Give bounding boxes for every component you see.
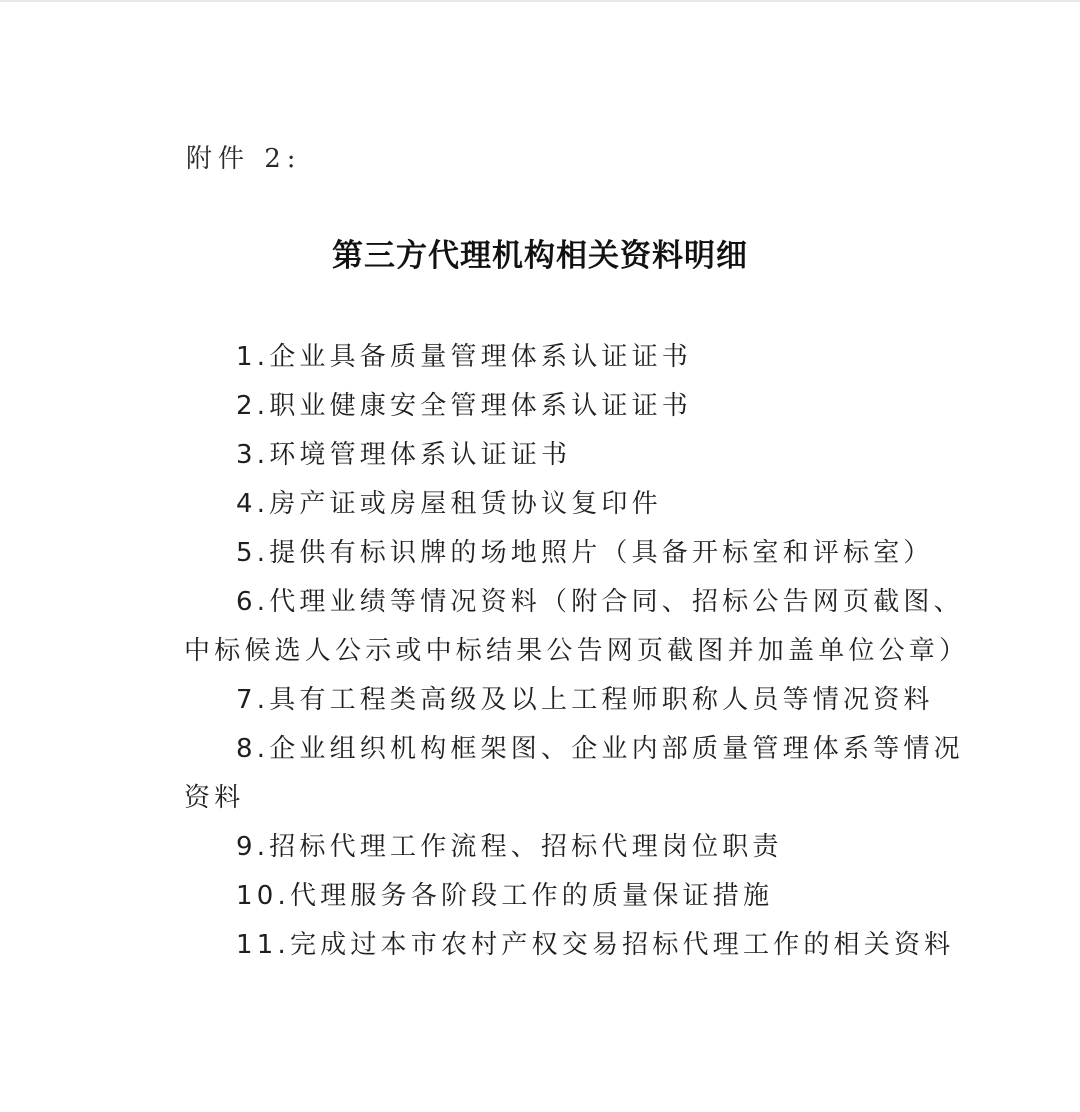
- list-item-11: 11.完成过本市农村产权交易招标代理工作的相关资料: [236, 930, 955, 960]
- list-item-5: 5.提供有标识牌的场地照片（具备开标室和评标室）: [236, 538, 934, 568]
- list-item-8: 8.企业组织机构框架图、企业内部质量管理体系等情况: [236, 734, 964, 764]
- attachment-label: 附件 2:: [186, 144, 302, 174]
- page-top-edge: [0, 0, 1080, 2]
- list-item-8-continuation: 资料: [184, 783, 245, 813]
- list-item-3: 3.环境管理体系认证证书: [236, 440, 572, 470]
- list-item-7: 7.具有工程类高级及以上工程师职称人员等情况资料: [236, 685, 934, 715]
- list-item-6-continuation: 中标候选人公示或中标结果公告网页截图并加盖单位公章）: [184, 636, 970, 666]
- list-item-2: 2.职业健康安全管理体系认证证书: [236, 391, 693, 421]
- document-title: 第三方代理机构相关资料明细: [332, 238, 748, 274]
- list-item-10: 10.代理服务各阶段工作的质量保证措施: [236, 881, 774, 911]
- list-item-4: 4.房产证或房屋租赁协议复印件: [236, 489, 662, 519]
- list-item-1: 1.企业具备质量管理体系认证证书: [236, 342, 693, 372]
- list-item-6: 6.代理业绩等情况资料（附合同、招标公告网页截图、: [236, 587, 964, 617]
- list-item-9: 9.招标代理工作流程、招标代理岗位职责: [236, 832, 783, 862]
